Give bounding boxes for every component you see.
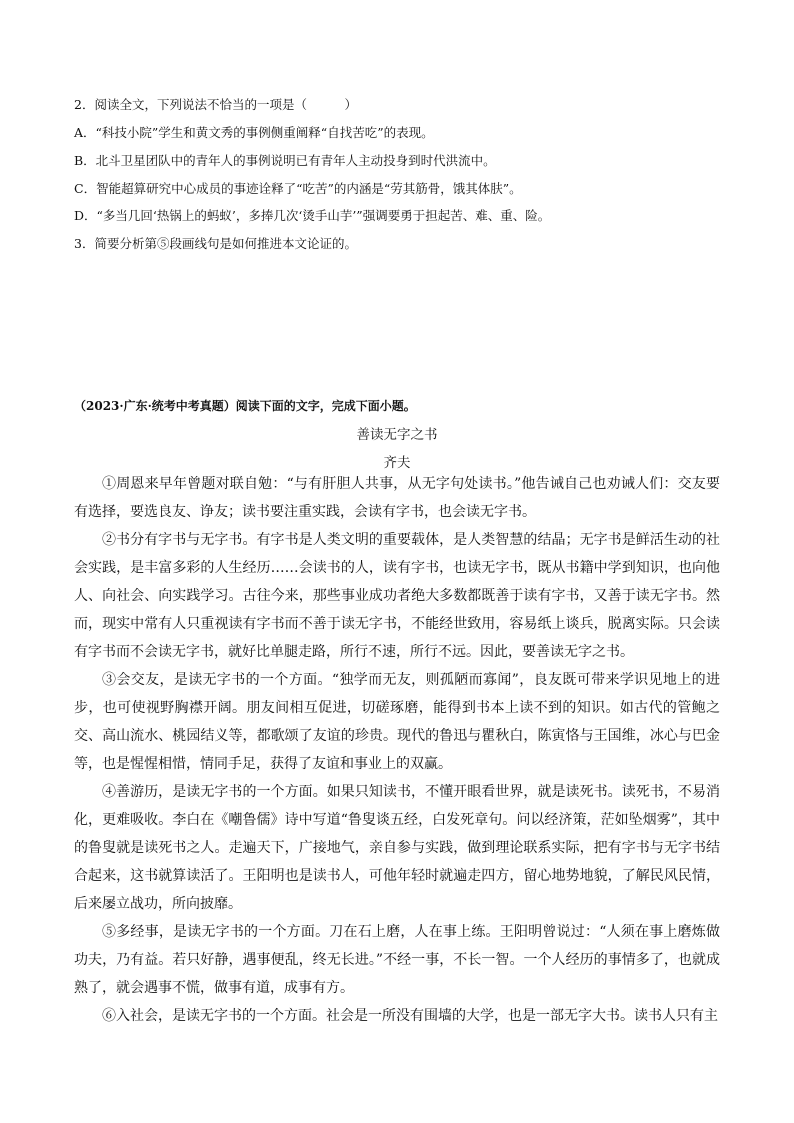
question-2-stem: 2．阅读全文，下列说法不恰当的一项是（ ） [74,97,357,112]
option-d: D．“多当几回‘热锅上的蚂蚁’，多捧几次‘烫手山芋’”强调要勇于担起苦、难、重、险。 [74,208,551,223]
passage-body [74,470,720,1030]
passage-author: 齐夫 [383,455,411,471]
paragraph-6: ⑥入社会，是读无字书的一个方面。社会是一所没有围墙的大学，也是一部无字大书。读书人只有主 [102,1008,718,1024]
question-3-stem: 3．简要分析第⑤段画线句是如何推进本文论证的。 [74,236,357,251]
paragraph-4: ④善游历，是读无字书的一个方面。如果只知读书，不懂开眼看世界，就是读死书。读死书，不易消化，更难吸收。李白在《嘲鲁儒》诗中写道“鲁叟谈五经，白发死章句。问以经济策，茫如坠烟雾”，其中的鲁叟就是读死书之人。走遍天下，广接地气，亲自参与实践，做到理论联系实际，把有字书与无字书结合起来，这书就算读活了。王阳明也是读书人，可他年轻时就遍走四方，留心地势地貌，了解民风民情，后来屡立战功，所向披靡。 [74,784,720,912]
passage-title: 善读无字之书 [356,427,438,443]
passage-source: （2023·广东·统考中考真题）阅读下面的文字，完成下面小题。 [74,399,416,413]
paragraph-3: ③会交友，是读无字书的一个方面。“独学而无友，则孤陋而寡闻”，良友既可带来学识见地上的进步，也可使视野胸襟开阔。朋友间相互促进，切磋琢磨，能得到书本上读不到的知识。如古代的管鲍之交、高山流水、桃园结义等，都歌颂了友谊的珍贵。现代的鲁迅与瞿秋白，陈寅恪与王国维，冰心与巴金等，也是惺惺相惜，情同手足，获得了友谊和事业上的双赢。 [74,672,720,772]
paragraph-2: ②书分有字书与无字书。有字书是人类文明的重要载体，是人类智慧的结晶；无字书是鲜活生动的社会实践，是丰富多彩的人生经历……会读书的人，读有字书，也读无字书，既从书籍中学到知识，也向他人、向社会、向实践学习。古往今来，那些事业成功者绝大多数都既善于读有字书，又善于读无字书。然而，现实中常有人只重视读有字书而不善于读无字书，不能经世致用，容易纸上谈兵，脱离实际。只会读有字书而不会读无字书，就好比单腿走路，所行不速，所行不远。因此，要善读无字之书。 [74,532,720,660]
paragraph-5: ⑤多经事，是读无字书的一个方面。刀在石上磨，人在事上练。王阳明曾说过：“人须在事上磨炼做功夫，乃有益。若只好静，遇事便乱，终无长进。”不经一事，不长一智。一个人经历的事情多了，也就成熟了，就会遇事不慌，做事有道，成事有方。 [74,924,720,996]
option-c: C．智能超算研究中心成员的事迹诠释了“吃苦”的内涵是“劳其筋骨，饿其体肤”。 [74,181,522,196]
option-b: B．北斗卫星团队中的青年人的事例说明已有青年人主动投身到时代洪流中。 [74,153,496,168]
option-a: A．“科技小院”学生和黄文秀的事例侧重阐释“自找苦吃”的表现。 [74,125,434,140]
paragraph-1: ①周恩来早年曾题对联自勉：“与有肝胆人共事，从无字句处读书。”他告诫自己也劝诫人们：交友要有选择，要选良友、诤友；读书要注重实践，会读有字书，也会读无字书。 [74,476,720,520]
